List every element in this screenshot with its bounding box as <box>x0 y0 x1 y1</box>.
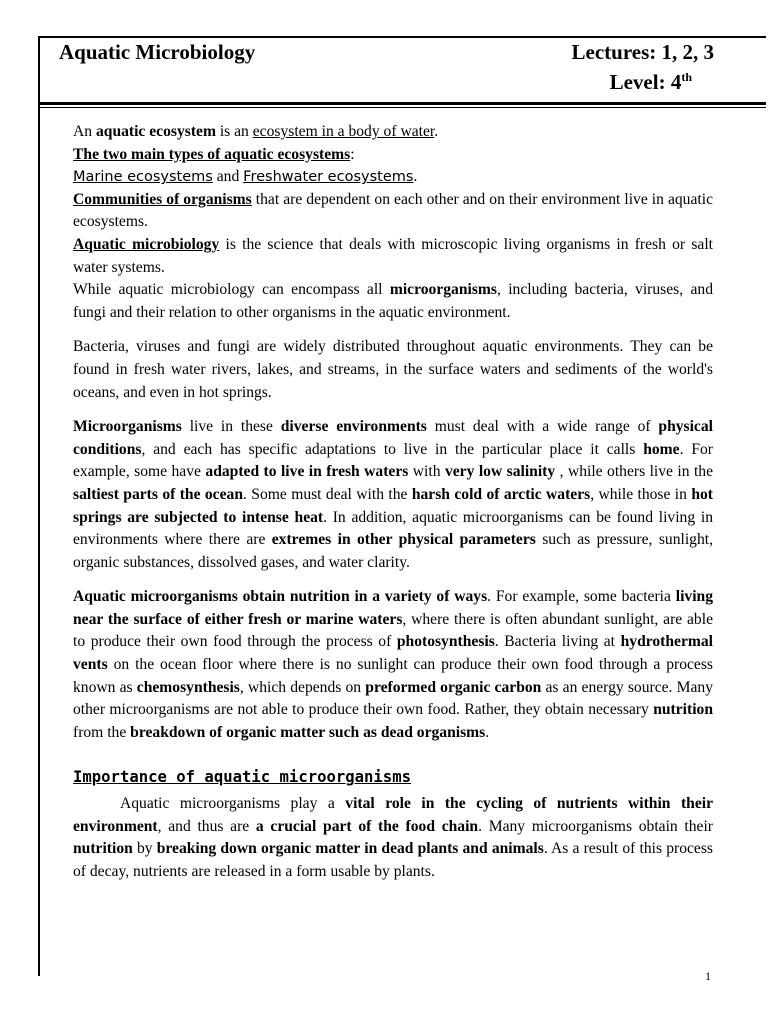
bold-term: adapted to live in fresh waters <box>205 463 409 481</box>
bold-term: saltiest parts of the ocean <box>73 485 243 503</box>
types-heading <box>73 144 713 167</box>
importance-heading <box>73 766 713 790</box>
bold-term: diverse environments <box>280 418 427 436</box>
bold-term: very low salinity <box>444 463 556 481</box>
term-communities: Communities of organisms <box>73 190 252 208</box>
text: While aquatic microbiology can encompass all <box>73 281 390 299</box>
freshwater-ecosystems: Freshwater ecosystems <box>243 169 414 186</box>
text: . Bacteria living at <box>494 633 621 651</box>
text: , which depends on <box>239 678 366 696</box>
term-microorganisms: microorganisms <box>389 281 497 299</box>
text: Aquatic microorganisms play a <box>120 795 346 813</box>
bold-term: preformed organic carbon <box>365 678 542 696</box>
text: by <box>132 840 157 858</box>
page-frame-left <box>38 38 40 976</box>
text: with <box>408 463 445 481</box>
text: is an <box>215 123 253 140</box>
bold-term: photosynthesis <box>396 633 495 651</box>
course-title: Aquatic Microbiology <box>59 40 256 64</box>
communities-paragraph <box>73 189 713 234</box>
text: as an energy source. Many other microorganisms are not able to produce their own food. Rather, they obtain necessary <box>73 678 713 719</box>
level-suffix: th <box>681 70 692 84</box>
text: : <box>350 145 355 163</box>
text: , while those in <box>590 485 692 503</box>
lectures-label: Lectures: 1, 2, 3 <box>571 40 714 64</box>
bold-term: Microorganisms <box>73 418 182 436</box>
marine-ecosystems: Marine ecosystems <box>73 169 213 186</box>
distribution-paragraph: Bacteria, viruses and fungi are widely distributed throughout aquatic environments. They can be found in fresh water rivers, lakes, and streams, in the surface waters and sediments of the world's oceans, and even in hot springs. <box>73 338 713 401</box>
bold-term: breakdown of organic matter such as dead organisms <box>130 723 486 741</box>
text: . <box>413 168 418 186</box>
text: . Some must deal with the <box>243 485 412 503</box>
nutrition-paragraph <box>73 586 713 744</box>
section-heading-text: Importance of aquatic microorganisms <box>73 768 411 787</box>
bold-term: nutrition <box>73 840 133 858</box>
bold-term: nutrition <box>653 701 713 719</box>
text: , where there is often abundant sunlight, are able to produce their own food through the process of <box>73 610 713 651</box>
definition-line <box>73 121 713 144</box>
page-frame-top <box>38 36 766 38</box>
text: from the <box>73 723 131 741</box>
environments-paragraph <box>73 416 713 574</box>
definition-phrase: ecosystem in a body of water <box>252 123 435 140</box>
text: such as pressure, sunlight, organic substances, dissolved gases, and water clarity. <box>73 531 713 571</box>
text: , and each has specific adaptations to live in the particular place it calls <box>141 440 644 458</box>
bold-term: Aquatic microorganisms obtain nutrition in a variety of ways <box>73 588 488 606</box>
text: . <box>434 123 439 140</box>
text: live in these <box>181 418 281 436</box>
bold-term: hot springs are subjected to intense heat <box>73 485 713 526</box>
scope-paragraph <box>73 279 713 324</box>
bold-term: home <box>643 440 680 458</box>
text: , while others live in the <box>555 463 714 481</box>
bold-term: vital role in the cycling of nutrients within their environment <box>73 795 713 835</box>
text: . <box>485 723 490 741</box>
text: must deal with a wide range of <box>426 418 659 436</box>
bold-term: chemosynthesis <box>136 678 240 696</box>
bold-term: physical conditions <box>73 418 713 458</box>
bold-term: hydrothermal vents <box>73 633 713 674</box>
page-number: 1 <box>705 969 711 983</box>
text: . For example, some bacteria <box>487 588 676 606</box>
term-aquatic-ecosystem: aquatic ecosystem <box>95 123 216 140</box>
definition-paragraph <box>73 234 713 279</box>
text: on the ocean floor where there is no sunlight can produce their own food through a process known as <box>73 656 713 696</box>
term-aquatic-microbiology: Aquatic microbiology <box>73 235 220 253</box>
text: An <box>73 123 96 140</box>
text: that are dependent on each other and on their environment live in aquatic ecosystems. <box>73 190 713 231</box>
document-body <box>73 121 713 883</box>
bold-term: living near the surface of either fresh or marine waters <box>73 588 713 628</box>
text: . For example, some have <box>73 440 713 481</box>
level-prefix: Level: 4 <box>609 70 682 94</box>
text: . Many microorganisms obtain their <box>478 817 713 835</box>
header-rule-thin <box>38 107 766 108</box>
importance-paragraph <box>73 793 713 883</box>
text: and <box>212 168 244 186</box>
types-heading-text: The two main types of aquatic ecosystems <box>73 145 351 163</box>
header-rule <box>38 102 766 105</box>
level-label <box>610 70 692 95</box>
text: , and thus are <box>157 817 256 835</box>
text: , including bacteria, viruses, and fungi and their relation to other organisms in the aquatic environment. <box>73 281 713 321</box>
text: . As a result of this process of decay, nutrients are released in a form usable by plants. <box>73 840 713 880</box>
bold-term: harsh cold of arctic waters <box>411 485 591 503</box>
bold-term: a crucial part of the food chain <box>255 817 479 835</box>
types-line <box>73 166 713 189</box>
text: is the science that deals with microscopic living organisms in fresh or salt water systems. <box>73 235 713 276</box>
text: . In addition, aquatic microorganisms can be found living in environments where there are <box>73 508 713 549</box>
bold-term: extremes in other physical parameters <box>271 531 536 549</box>
bold-term: breaking down organic matter in dead plants and animals <box>156 840 544 858</box>
